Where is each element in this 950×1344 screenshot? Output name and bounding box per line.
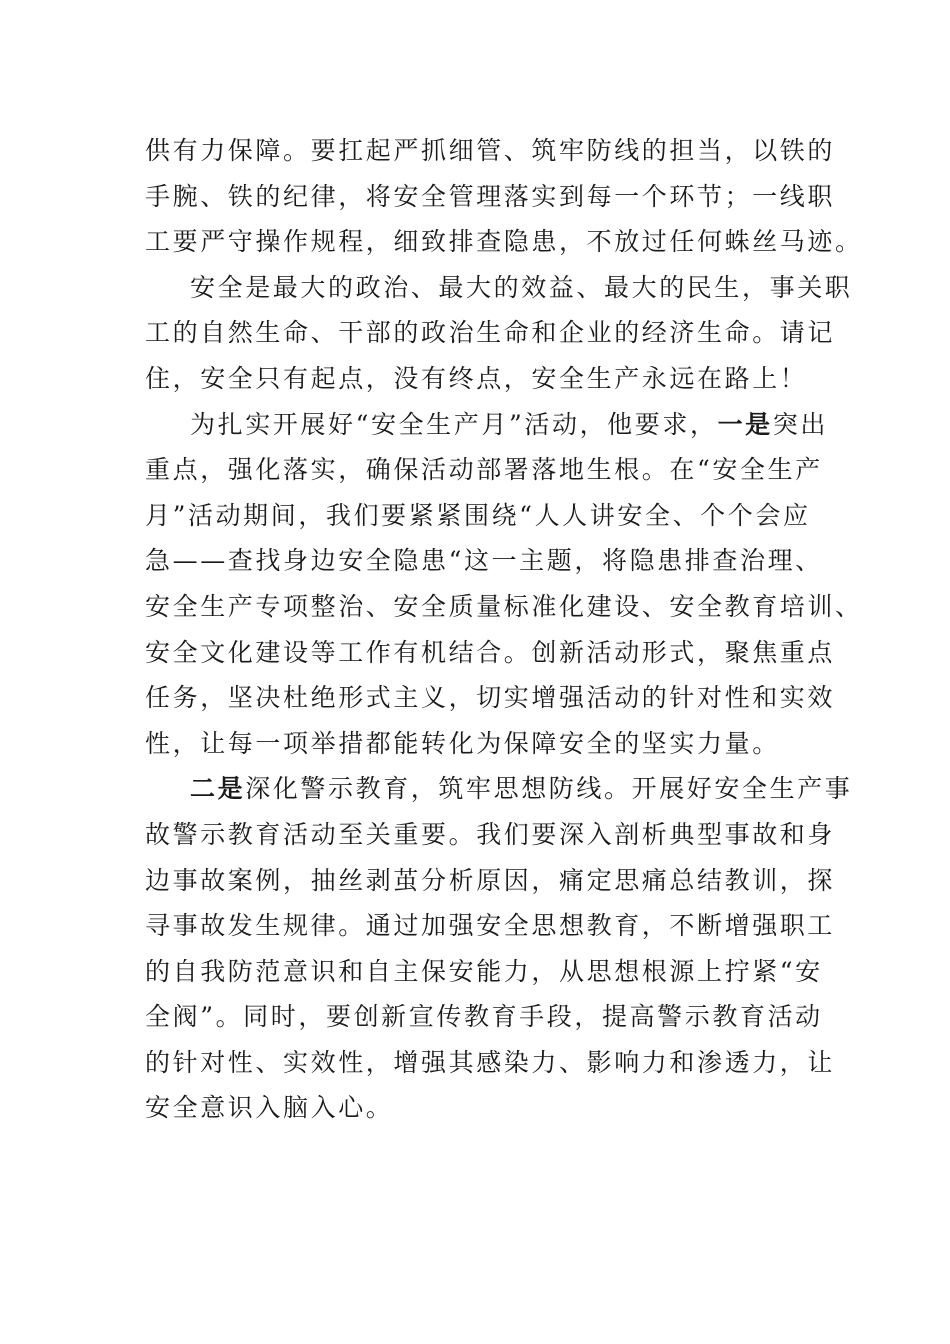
- text-line: 边事故案例，抽丝剥茧分析原因，痛定思痛总结教训，探: [145, 865, 836, 895]
- text-line: 安全意识入脑入心。: [145, 1093, 394, 1123]
- text-line: 安全生产专项整治、安全质量标准化建设、安全教育培训、: [145, 591, 863, 621]
- emphasis-label: 二是: [190, 774, 246, 804]
- text-line: 安全文化建设等工作有机结合。创新活动形式，聚焦重点: [145, 637, 836, 667]
- text-line: 的自我防范意识和自主保安能力，从思想根源上拧紧“安: [145, 956, 823, 986]
- text-run: 突出: [772, 409, 828, 439]
- text-line: 寻事故发生规律。通过加强安全思想教育，不断增强职工: [145, 911, 836, 941]
- text-line: 性，让每一项举措都能转化为保障安全的坚实力量。: [145, 728, 780, 758]
- text-run: 深化警示教育，筑牢思想防线。开展好安全生产事: [245, 774, 853, 804]
- text-line: 供有力保障。要扛起严抓细管、筑牢防线的担当，以铁的: [145, 136, 836, 165]
- text-line: 急——查找身边安全隐患“这一主题，将隐患排查治理、: [145, 546, 823, 576]
- text-line: 工要严守操作规程，细致排查隐患，不放过任何蛛丝马迹。: [145, 227, 863, 257]
- text-line: 重点，强化落实，确保活动部署落地生根。在“安全生产: [145, 455, 823, 485]
- text-line: 安全是最大的政治、最大的效益、最大的民生，事关职: [190, 272, 853, 302]
- paragraph-1: [145, 128, 863, 265]
- text-line: 任务，坚决杜绝形式主义，切实增强活动的针对性和实效: [145, 683, 836, 713]
- text-line: 的针对性、实效性，增强其感染力、影响力和渗透力，让: [145, 1047, 836, 1077]
- text-line: [145, 402, 828, 448]
- text-run: 为扎实开展好“安全生产月”活动，他要求，: [190, 409, 718, 439]
- text-line: 月”活动期间，我们要紧紧围绕“人人讲安全、个个会应: [145, 500, 811, 530]
- paragraph-4: [145, 766, 853, 1131]
- text-line: 故警示教育活动至关重要。我们要深入剖析典型事故和身: [145, 819, 836, 849]
- text-line: 住，安全只有起点，没有终点，安全生产永远在路上！: [145, 363, 808, 393]
- text-line: 手腕、铁的纪律，将安全管理落实到每一个环节；一线职: [145, 181, 836, 211]
- text-line: 全阀”。同时，要创新宣传教育手段，提高警示教育活动: [145, 1002, 823, 1032]
- text-line: 工的自然生命、干部的政治生命和企业的经济生命。请记: [145, 318, 836, 348]
- paragraph-3: [145, 402, 863, 767]
- paragraph-2: [145, 265, 853, 402]
- emphasis-label: 一是: [717, 409, 773, 439]
- document-body: [145, 128, 863, 1131]
- text-line: [145, 766, 853, 812]
